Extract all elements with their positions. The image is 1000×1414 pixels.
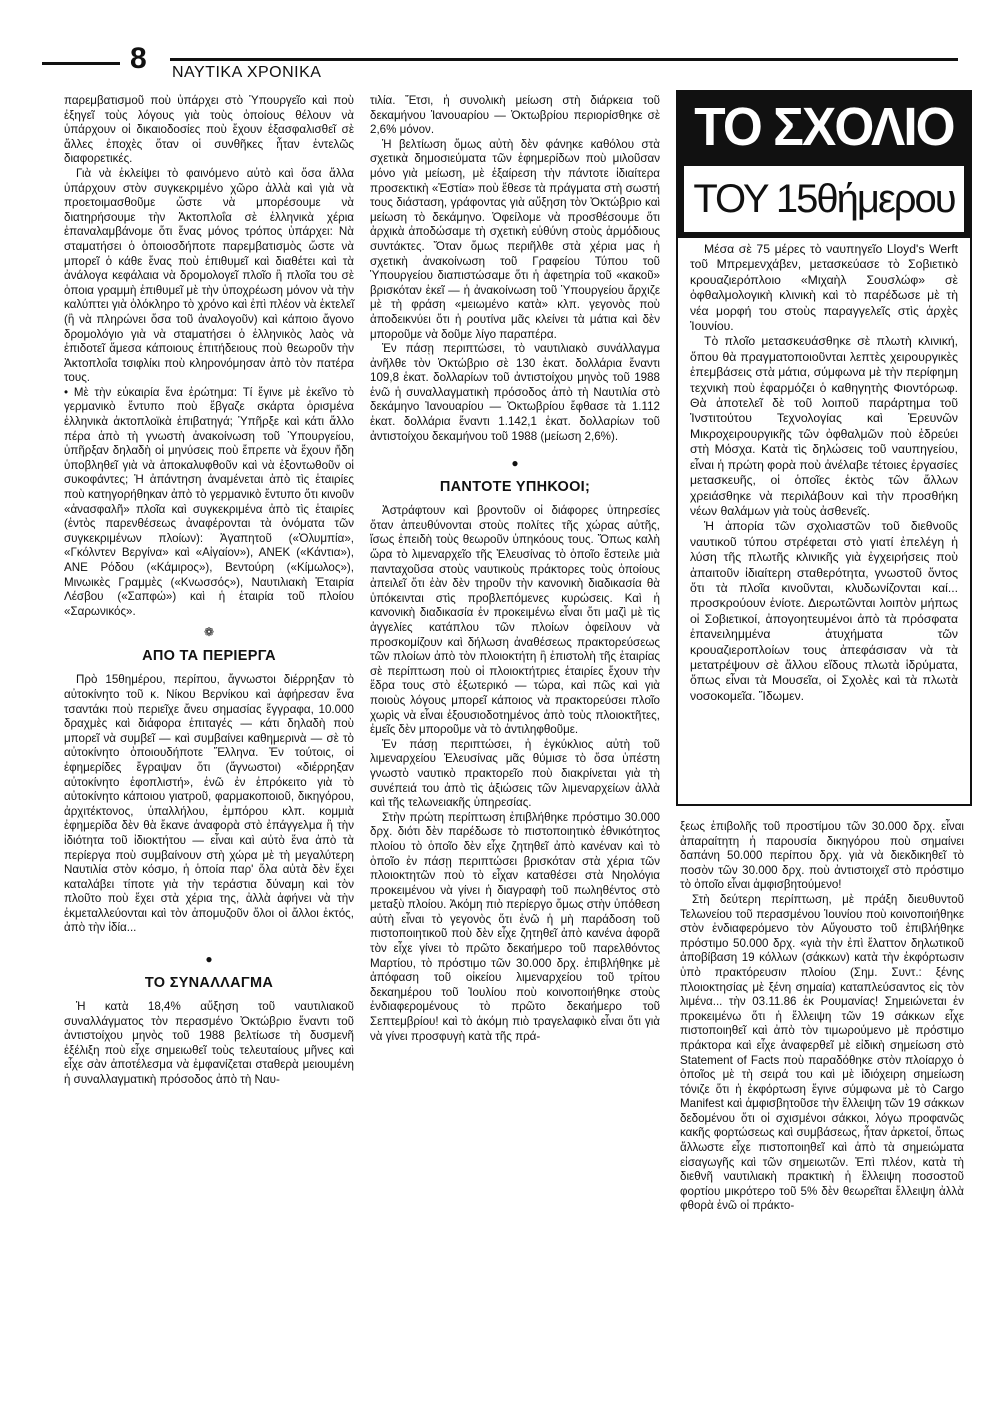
section-title-synallagma: ΤΟ ΣΥΝΑΛΛΑΓΜΑ	[144, 975, 274, 992]
editorial-body	[690, 242, 958, 704]
editorial-banner	[678, 92, 970, 238]
section-title-pantote-ypikooi: ΠΑΝΤΟΤΕ ΥΠΗΚΟΟΙ;	[439, 479, 591, 496]
article-paragraph: ξεως ἐπιβολῆς τοῦ προστίμου τῶν 30.000 δρχ. εἶναι ἀπαραίτητη ἡ παρουσία δικηγόρου ποὺ σημαίνει δαπάνη 50.000 περίπου δρχ. γιὰ νὰ διεκδικηθεῖ τὸ ποσὸν τῶν 30.000 δρχ. ποὺ ἀντιστοιχεῖ στὸ πρόστιμο τὸ ὁποῖο εἶναι ἀμφισβητούμενο!	[680, 820, 964, 892]
article-paragraph: παρεμβατισμοῦ ποὺ ὑπάρχει στὸ Ὑπουργεῖο καὶ ποὺ ἐξηγεῖ τοὺς λόγους γιὰ τοὺς ὁποίους θέλουν νὰ ὑπάρχουν οἱ δικαιοδοσίες ποὺ ἔχουν ἐξασφαλισθεῖ σὲ ἄλλες ἐποχὲς ὅταν οἱ συνθῆκες ἦταν ἐντελῶς διαφορετικές.	[64, 94, 354, 166]
article-paragraph: Στὴ δεύτερη περίπτωση, μὲ πράξη διευθυντοῦ Τελωνείου τοῦ περασμένου Ἰουνίου ποὺ κοινοποιήθηκε στὸν ἐνδιαφερόμενο τὸν Αὔγουστο τοῦ ἐπιβλήθηκε πρόστιμο 50.000 δρχ. «γιὰ τὴν ἐπὶ ἔλαττον δηλωτικοῦ ἀποβίβαση 19 κόλλων (σάκκων) κατὰ τὴν ἐκφόρτωσιν ὑπὸ πρακτόρευσιν πλοίου (Σημ. Συντ.: ξένης πλοιοκτησίας μὲ ξένη σημαία) καταπλεύσαντος εἰς τὸν λιμένα... τὴν 03.11.86 ἐκ Ρουμανίας! Σημειώνεται ἐν προκειμένω ὅτι ἡ ἔλλειψη τῶν 19 σάκκων εἶχε πιστοποιηθεῖ καὶ ἀπὸ τὸν τιμωρούμενο μὲ πρόστιμο πράκτορα καὶ εἶχε ἀναφερθεῖ μὲ εἰδικὴ σημείωση στὸ Statement of Facts ποὺ παραδόθηκε στὸν πλοίαρχο ὁ ὁποῖος μὲ τὴ σειρά του καὶ μὲ ἰδιόχειρη σημείωση τόνιζε ὅτι ἡ ἐκφόρτωση ἔγινε σύμφωνα μὲ τὸ Cargo Manifest καὶ ἀμφισβητοῦσε τὴν ἔλλειψη τῶν 19 σάκκων δεδομένου ὅτι οἱ σχισμένοι σάκκοι, λόγω προφανῶς κακῆς φορτώσεως καὶ συμβάσεως, ἦταν ἀρκετοί, ὅπως ἄλλωστε εἶχε πιστοποιηθεῖ καὶ ἀπὸ τὰ σημειώματα εἰσαγωγῆς καὶ τῶν σημειωτῶν. Ἐπὶ πλέον, κατὰ τὴ διεθνῆ ναυτιλιακὴ πρακτικὴ ἡ ἔλλειψη ποσοστοῦ φορτίου μικρότερο τοῦ 5% δὲν θεωρεῖται ἔλλειψη ἀλλὰ φθορὰ ἐνῶ οἱ πράκτο-	[680, 892, 964, 1213]
column-2	[370, 94, 660, 1044]
page-number: 8	[130, 42, 147, 75]
article-paragraph: Ἐν πάσῃ περιπτώσει, ἡ ἐγκύκλιος αὐτὴ τοῦ λιμεναρχείου Ἐλευσίνας μᾶς θύμισε τὸ ὅσα ὑπέστη γνωστὸ ναυτικὸ πρακτορεῖο ποὺ διακρίνεται γιὰ τὴ συνέπειά του ἀπὸ τὶς ἀξιώσεις τῶν λιμεναρχείων ἀλλὰ καὶ τῆς τελωνειακῆς ὑπηρεσίας.	[370, 737, 660, 810]
publication-name: ΝΑΥΤΙΚΑ ΧΡΟΝΙΚΑ	[172, 64, 322, 81]
article-paragraph: τιλία. Ἔτσι, ἡ συνολικὴ μείωση στὴ διάρκεια τοῦ δεκαμήνου Ἰανουαρίου — Ὀκτωβρίου περιορίσθηκε σὲ 2,6% μόνον.	[370, 94, 660, 137]
article-paragraph: Ἡ κατὰ 18,4% αὔξηση τοῦ ναυτιλιακοῦ συναλλάγματος τὸν περασμένο Ὀκτώβριο ἔναντι τοῦ ἀντιστοίχου μηνὸς τοῦ 1988 βελτίωσε τὴ δυσμενῆ ἐξέλιξη ποὺ εἶχε σημειωθεῖ τοὺς τελευταίους μῆνες καὶ εἶχε σὰν ἀποτέλεσμα νὰ ἐμφανίζεται σταθερὰ μειουμένη ἡ συναλλαγματικὴ πρόσοδος ἀπὸ τὴ Ναυ-	[64, 1000, 354, 1087]
article-paragraph: • Μὲ τὴν εὐκαιρία ἕνα ἐρώτημα: Τί ἔγινε μὲ ἐκεῖνο τὸ γερμανικὸ ἔντυπο ποὺ ἔβγαζε σκάρτα ὁρισμένα ἑλληνικὰ ἀκτοπλοϊκὰ ἐπιβατηγά; Ὑπῆρξε καὶ κάτι ἄλλο πέρα ἀπὸ τὴ γνωστὴ ἀνακοίνωση τοῦ Ὑπουργείου, ὑπῆρξαν δηλαδὴ οἱ μηνύσεις ποὺ ἔπρεπε νὰ ἔχουν ἤδη ὑποβληθεῖ γιὰ νὰ ἀποκαλυφθοῦν καὶ νὰ ἐξοντωθοῦν οἱ συκοφάντες; Ἡ ἀπάντηση ἀναμένεται ἀπὸ τὶς ἑταιρίες ποὺ κατηγορήθηκαν ἀπὸ τὸ γερμανικὸ ἔντυπο ὅτι κινοῦν «ἀνασφαλῆ» πλοῖα καὶ συγκεκριμένα ἀπὸ τὶς ἑταιρίες (ἐντὸς παρενθέσεως ἀναφέρονται τὰ ὀνόματα τῶν συγκεκριμένων πλοίων): Ἀγαπητοῦ («Ὀλυμπία», «Γκόλντεν Βεργίνα» καὶ «Αἰγαίον»), ΑΝΕΚ («Κάντια»), ΑΝΕ Ρόδου («Κάμιρος»), Βεντούρη («Κίμωλος»), Μινωικὲς Γραμμὲς («Κνωσσός»), Ναυτιλιακὴ Ἑταιρία Λέσβου («Σαπφώ») καὶ ἡ ἑταιρία τοῦ πλοίου «Σαρωνικός».	[64, 385, 354, 618]
editorial-subtitle-box	[684, 166, 964, 232]
article-paragraph: Ἡ βελτίωση ὅμως αὐτὴ δὲν φάνηκε καθόλου στὰ σχετικὰ δημοσιεύματα τῶν ἐφημερίδων ποὺ μιλοῦσαν μόνο γιὰ μείωση, μὲ ἐξαίρεση τὴν πάντοτε ἰδιαίτερα προσεκτικὴ «Ἑστία» ποὺ ἔθεσε τὰ πράγματα στὴ σωστή τους διάσταση, γράφοντας γιὰ αὔξηση τὸν Ὀκτώβριο καὶ μείωση τὸ δεκάμηνο. Ὀφείλομε νὰ προσθέσουμε ὅτι ἀρχικὰ ἀποδώσαμε τὴ σχετικὴ εὐθύνη στοὺς ἁρμόδιους συντάκτες. Ὅταν ὅμως περιῆλθε στὰ χέρια μας ἡ σχετικὴ ἀνακοίνωση τοῦ Γραφείου Τύπου τοῦ Ὑπουργείου διαπιστώσαμε ὅτι ἡ ἀφετηρία τοῦ «κακοῦ» βρισκόταν ἐκεῖ — ἡ ἀνακοίνωση τοῦ Ὑπουργείου ἄρχιζε μὲ τὴ φράση «μειωμένο κατὰ» κλπ. γεγονὸς ποὺ ἀποδεικνύει ὅτι ἡ ρουτίνα μᾶς κλείνει τὰ μάτια καὶ δὲν μποροῦμε νὰ δοῦμε λίγο παραπέρα.	[370, 137, 660, 341]
editorial-paragraph: Ἡ ἀπορία τῶν σχολιαστῶν τοῦ διεθνοῦς ναυτικοῦ τύπου στρέφεται στὸ γιατί ἐπελέγη ἡ λύση τῆς πλωτῆς κλινικῆς γιὰ ἐγχειρήσεις ποὺ ἀπαιτοῦν ἰδιαίτερη σταθερότητα, γνωστοῦ ὄντος ὅτι τὰ πλοῖα κινοῦνται, κλυδωνίζονται καί... προσκρούουν ἐνίοτε. Διερωτῶνται λοιπὸν μήπως οἱ Σοβιετικοί, ἀπογοητευμένοι ἀπὸ τὰ πρόσφατα ἐπανειλημμένα ἀτυχήματα τῶν κρουαζιεροπλοίων τους ἀπεφάσισαν νὰ τὰ μετατρέψουν σὲ ἄλλου εἴδους πλωτὰ ἱδρύματα, ὅπως εἶναι τὰ Μουσεῖα, οἱ Σχολὲς καὶ τὰ πλωτὰ νοσοκομεῖα. Ἴδωμεν.	[690, 519, 958, 703]
section-separator: ●	[205, 952, 213, 967]
column-3	[680, 820, 964, 1214]
editorial-box	[676, 90, 972, 806]
article-paragraph: Ἀστράφτουν καὶ βροντοῦν οἱ διάφορες ὑπηρεσίες ὅταν ἀπευθύνονται στοὺς πολίτες τῆς χώρας αὐτῆς, ἴσως ἐπειδὴ τοὺς θεωροῦν ὑπηκόους τους. Ὅπως καλὴ ὥρα τὸ λιμεναρχεῖο τῆς Ἐλευσίνας τὸ ὁποῖο ἔστειλε μιὰ πανταχοῦσα στοὺς ναυτικοὺς πράκτορες τοὺς ὁποίους ἀπειλεῖ ὅτι ἐὰν δὲν τηροῦν τὴν κανονικὴ διαδικασία θὰ ὑπόκεινται στὶς προβλεπόμενες κυρώσεις. Καὶ ἡ κανονικὴ διαδικασία ἐν προκειμένω εἶναι ὅτι μαζὶ μὲ τὶς ἀγγελίες κατάπλου τῶν πλοίων ὀφείλουν νὰ προσκομίζουν καὶ δήλωση ἀναθέσεως πρακτορεύσεως τῶν πλοίων ἀπὸ τὸν πλοιοκτήτη ἢ ἐπιστολὴ τῆς ἑταιρίας σὲ περίπτωση ποὺ οἱ πλοιοκτήτριες ἑταιρίες ἔχουν τὴν ἕδρα τους στὸ ἐξωτερικό — τώρα, καὶ πῶς καὶ γιὰ ποιοὺς λόγους μπορεῖ κάποιος νὰ πρακτορεύσει πλοῖο χωρὶς νὰ εἶναι ἐξουσιοδοτημένος ἀπὸ τοὺς πλοιοκτῆτες, ἐμεῖς δὲν μποροῦμε νὰ τὸ ἀντιληφθοῦμε.	[370, 504, 660, 737]
section-title-perierga: ΑΠΟ ΤΑ ΠΕΡΙΕΡΓΑ	[142, 648, 276, 665]
header-rule-right	[170, 58, 958, 61]
header-rule-left	[42, 62, 120, 65]
editorial-paragraph: Μέσα σὲ 75 μέρες τὸ ναυπηγεῖο Lloyd's Werft τοῦ Μπρεμενχάβεν, μετασκεύασε τὸ Σοβιετικὸ κρουαζιερόπλοιο «Μιχαὴλ Σουσλώφ» σὲ ὀφθαλμολογικὴ κλινικὴ καὶ τὸ παρέδωσε μὲ τὴ νέα μορφή του στοὺς παραγγελεῖς στὶς ἀρχὲς Ἰουνίου.	[690, 242, 958, 334]
article-paragraph: Ἐν πάσῃ περιπτώσει, τὸ ναυτιλιακὸ συνάλλαγμα ἀνῆλθε τὸν Ὀκτώβριο σὲ 130 ἑκατ. δολλάρια ἔναντι 109,8 ἑκατ. δολλαρίων τοῦ ἀντιστοίχου μηνὸς τοῦ 1988 ἐνῶ ἡ συναλλαγματικὴ πρόσοδος ἀπὸ τὴ Ναυτιλία στὸ δεκάμηνο Ἰανουαρίου — Ὀκτωβρίου ἔφθασε τὰ 1.112 ἑκατ. δολλάρια ἔναντι 1.142,1 ἑκατ. δολλαρίων τοῦ ἀντιστοίχου δεκαμήνου τοῦ 1988 (μείωση 2,6%).	[370, 342, 660, 443]
article-paragraph: Γιὰ νὰ ἐκλείψει τὸ φαινόμενο αὐτὸ καὶ ὅσα ἄλλα ὑπάρχουν στὸν συγκεκριμένο χῶρο ἀλλὰ καὶ γιὰ νὰ προετοιμασθοῦμε ὥστε νὰ μπορέσουμε νὰ διατηρήσουμε τὴν Ἀκτοπλοΐα σὲ ἑλληνικὰ χέρια ἐπαναλαμβάνομε ὅτι ἕνας μόνος τρόπος ὑπάρχει: Νὰ σταματήσει ὁ ὁποιοσδήποτε παρεμβατισμὸς ὥστε νὰ μπορεῖ ὁ κάθε ἕνας ποὺ ἐπιθυμεῖ καὶ διαθέτει καὶ τὰ ἀνάλογα κεφάλαια νὰ δρομολογεῖ πλοῖο ἢ πλοῖα του σὲ ὁποια γραμμὴ ἐπιθυμεῖ μὲ τὴν ὑποχρέωση μόνον νὰ τὴν καλύπτει γιὰ ὁλόκληρο τὸ χρόνο καὶ ἐπὶ πλέον νὰ ἐκτελεῖ (ἢ νὰ πληρώνει ὅσα τοῦ ἀναλογοῦν) καὶ κάποιο ἄγονο δρομολόγιο γιὰ νὰ σταματήσει ὁ ἑλληνικὸς λαὸς νὰ ἐπιδοτεῖ ἄμεσα κάποιους ἐπιτήδειους ποὺ θεωροῦν τὴν Ἀκτοπλοΐα τσιφλίκι ποὺ κληρονόμησαν ἀπὸ τὸν πατέρα τους.	[64, 166, 354, 385]
section-separator: ❁	[203, 625, 215, 640]
article-paragraph: Στὴν πρώτη περίπτωση ἐπιβλήθηκε πρόστιμο 30.000 δρχ. διότι δὲν παρέδωσε τὸ πιστοποιητικὸ ἐθνικότητος πλοίου τὸ ὁποῖο δὲν εἶχε ζητηθεῖ ἀπὸ κανέναν καὶ τὸ ὁποῖο ἐν πάσῃ περιπτώσει βρισκόταν στὰ χέρια τῶν πλοιοκτητῶν ποὺ τὸ εἶχαν καταθέσει στὰ Νηολόγια προκειμένου νὰ γίνει ἡ διαγραφὴ τοῦ πωληθέντος στὸ μεταξὺ πλοίου. Ἀκόμη πιὸ περίεργο ὅμως στὴν ὑπόθεση αὐτὴ εἶναι τὸ γεγονὸς ὅτι ἐνῶ ἡ μὴ παράδοση τοῦ πιστοποιητικοῦ ποὺ δὲν εἶχε ζητηθεῖ ἀπὸ κανένα ἀφορᾶ τὸν εἶχε γίνει τὸ πρῶτο δεκαήμερο τοῦ παρελθόντος Μαρτίου, τὸ πρόστιμο τῶν 30.000 δρχ. ἐπιβλήθηκε μὲ ἀπόφαση τοῦ οἰκείου λιμεναρχείου τοῦ τρίτου δεκαημέρου τοῦ Ἰουλίου ποὺ κοινοποιήθηκε στοὺς ἐνδιαφερομένους τὸ πρῶτο δεκαήμερο τοῦ Σεπτεμβρίου! καὶ τὸ ἀκόμη πιὸ τραγελαφικὸ εἶναι ὅτι γιὰ νὰ γίνει προσφυγὴ κατὰ τῆς πρά-	[370, 810, 660, 1043]
editorial-subtitle: ΤΟΥ 15θήμερου	[693, 177, 955, 221]
column-1	[64, 94, 354, 1088]
editorial-paragraph: Τὸ πλοῖο μετασκευάσθηκε σὲ πλωτὴ κλινική, ὅπου θὰ πραγματοποιοῦνται λεπτὲς χειρουργικὲς ἐπεμβάσεις στὰ μάτια, σύμφωνα μὲ τὴν περίφημη τεχνικὴ ποὺ ἐφαρμόζει ὁ καθηγητὴς Φιοντόρωφ. Θὰ ἀποτελεῖ δὲ τοῦ λοιποῦ παράρτημα τοῦ Ἰνστιτούτου Τεχνολογίας καὶ Ἐρευνῶν Μικροχειρουργικῆς τῶν ὀφθαλμῶν ποὺ ἑδρεύει στὴ Μόσχα. Κατὰ τὶς δηλώσεις τοῦ ναυπηγείου, εἶναι ἡ πρώτη φορὰ ποὺ ἀνέλαβε τέτοιες ἐργασίες μετασκευῆς, οἱ ὁποῖες ἐκτὸς τῶν ἄλλων χρειάσθηκε νὰ περιλάβουν καὶ τὴν προσθήκη νέων θαλάμων γιὰ τοὺς ἀσθενεῖς.	[690, 334, 958, 518]
editorial-title: ΤΟ ΣΧΟΛΙΟ	[694, 97, 954, 157]
section-separator: ●	[511, 456, 519, 471]
article-paragraph: Πρὸ 15θημέρου, περίπου, ἄγνωστοι διέρρηξαν τὸ αὐτοκίνητο τοῦ κ. Νίκου Βερνίκου καὶ ἀφήρεσαν ἕνα τσαντάκι ποὺ περιεῖχε ἄνευ σημασίας ἔγγραφα, 10.000 δραχμὲς καὶ διάφορα ἐπιταγές — κάτι δηλαδὴ ποὺ μπορεῖ νὰ συμβεῖ — καὶ συμβαίνει καθημερινὰ — σὲ τὸ αὐτοκίνητο ὁποιουδήποτε Ἕλληνα. Ἐν τούτοις, οἱ ἐφημερίδες ἔγραψαν ὅτι (ἄγνωστοι) «διέρρηξαν αὐτοκίνητο ἐφοπλιστή», ἐνῶ ἐν ἐπρόκειτο γιὰ τὸ αὐτοκίνητο κάποιου γιατροῦ, φαρμακοποιοῦ, δικηγόρου, ἀρχιτέκτονος, ὑπαλλήλου, ἐμπόρου κλπ. κομμιὰ ἐφημερίδα δὲν θὰ ἔκανε ἀναφορὰ στὸ ἐπάγγελμα ἢ τὴν ἰδιότητα τοῦ ἰδιοκτήτου — εἶναι καὶ αὐτὸ ἕνα ἀπὸ τὰ περίεργα ποὺ συμβαίνουν στὴ χώρα μὲ τὴ μεγαλύτερη Ναυτιλία στὸν κόσμο, ἡ ὁποία παρ' ὅλα αὐτὰ δὲν ἔχει καταλάβει τίποτε γιὰ τὴν τεράστια δύναμη καὶ τὸν πλοῦτο ποὺ ἔχει στὰ χέρια της, ἀλλὰ ἀφήνει νὰ τὴν ἐκμεταλλεύονται καὶ τὸν ἀπομυζοῦν ὅλοι οἱ ἄλλοι ἐκτός, ἀπὸ τὴν ἰδία...	[64, 673, 354, 935]
